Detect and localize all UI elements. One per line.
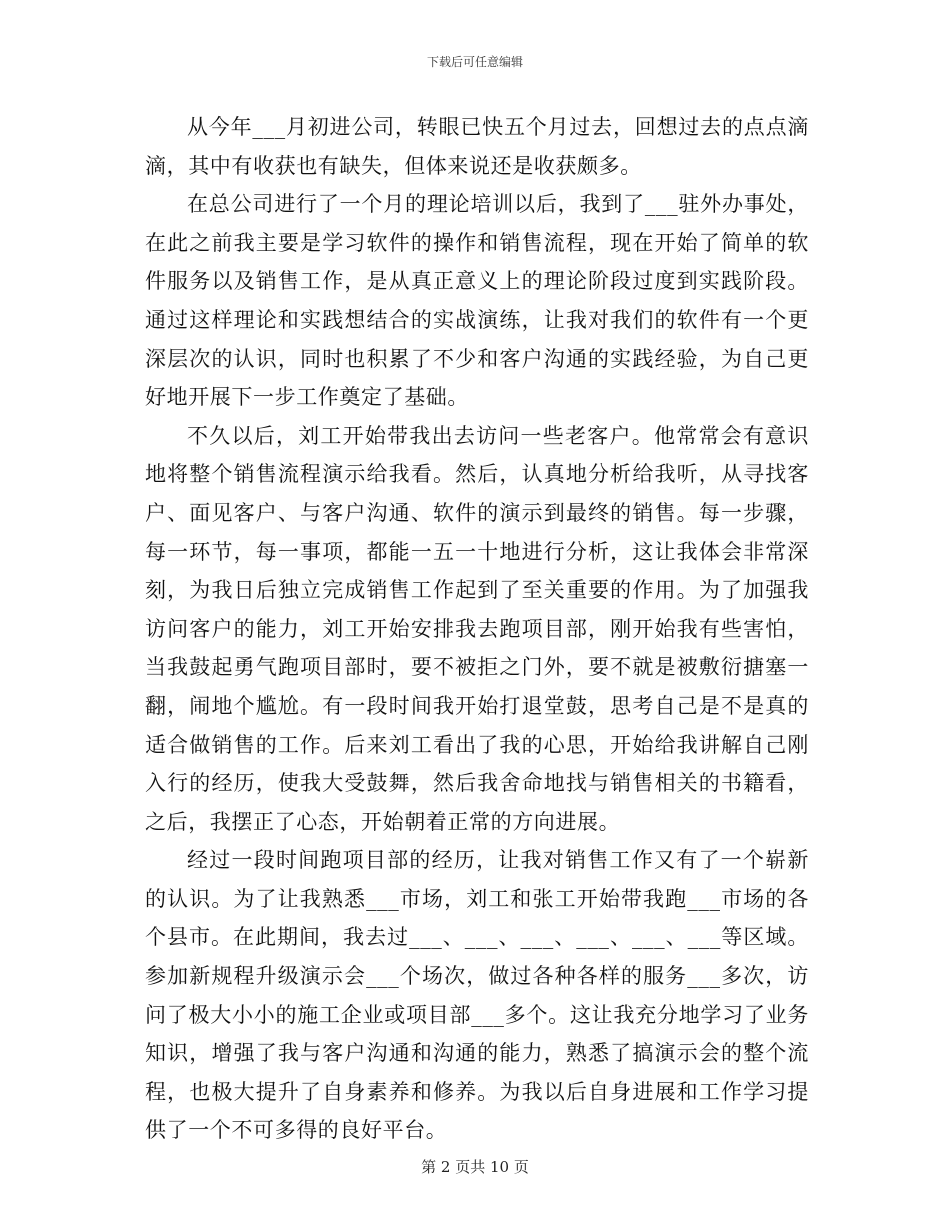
page-header: 下载后可任意编辑 bbox=[426, 55, 523, 69]
document-body bbox=[145, 108, 809, 1150]
paragraph-3: 不久以后，刘工开始带我出去访问一些老客户。他常常会有意识地将整个销售流程演示给我看。然后，认真地分析给我听，从寻找客户、面见客户、与客户沟通、软件的演示到最终的销售。每一步骤，每一环节，每一事项，都能一五一十地进行分析，这让我体会非常深刻，为我日后独立完成销售工作起到了至关重要的作用。为了加强我访问客户的能力，刘工开始安排我去跑项目部，刚开始我有些害怕，当我鼓起勇气跑项目部时，要不被拒之门外，要不就是被敷衍搪塞一翻，闹地个尴尬。有一段时间我开始打退堂鼓，思考自己是不是真的适合做销售的工作。后来刘工看出了我的心思，开始给我讲解自己刚入行的经历，使我大受鼓舞，然后我舍命地找与销售相关的书籍看，之后，我摆正了心态，开始朝着正常的方向进展。 bbox=[145, 423, 809, 834]
page-number-footer: 第 2 页共 10 页 bbox=[421, 1158, 529, 1176]
paragraph-1: 从今年___月初进公司，转眼已快五个月过去，回想过去的点点滴滴，其中有收获也有缺失，但体来说还是收获颇多。 bbox=[145, 115, 809, 178]
paragraph-2: 在总公司进行了一个月的理论培训以后，我到了___驻外办事处，在此之前我主要是学习软件的操作和销售流程，现在开始了简单的软件服务以及销售工作，是从真正意义上的理论阶段过度到实践阶段。通过这样理论和实践想结合的实战演练，让我对我们的软件有一个更深层次的认识，同时也积累了不少和客户沟通的实践经验，为自己更好地开展下一步工作奠定了基础。 bbox=[145, 192, 809, 410]
paragraph-4: 经过一段时间跑项目部的经历，让我对销售工作又有了一个崭新的认识。为了让我熟悉___市场，刘工和张工开始带我跑___市场的各个县市。在此期间，我去过___、___、___、___、___、___等区域。参加新规程升级演示会___个场次，做过各种各样的服务___多次，访问了极大小小的施工企业或项目部___多个。这让我充分地学习了业务知识，增强了我与客户沟通和沟通的能力，熟悉了搞演示会的整个流程，也极大提升了自身素养和修养。为我以后自身进展和工作学习提供了一个不可多得的良好平台。 bbox=[145, 848, 809, 1143]
